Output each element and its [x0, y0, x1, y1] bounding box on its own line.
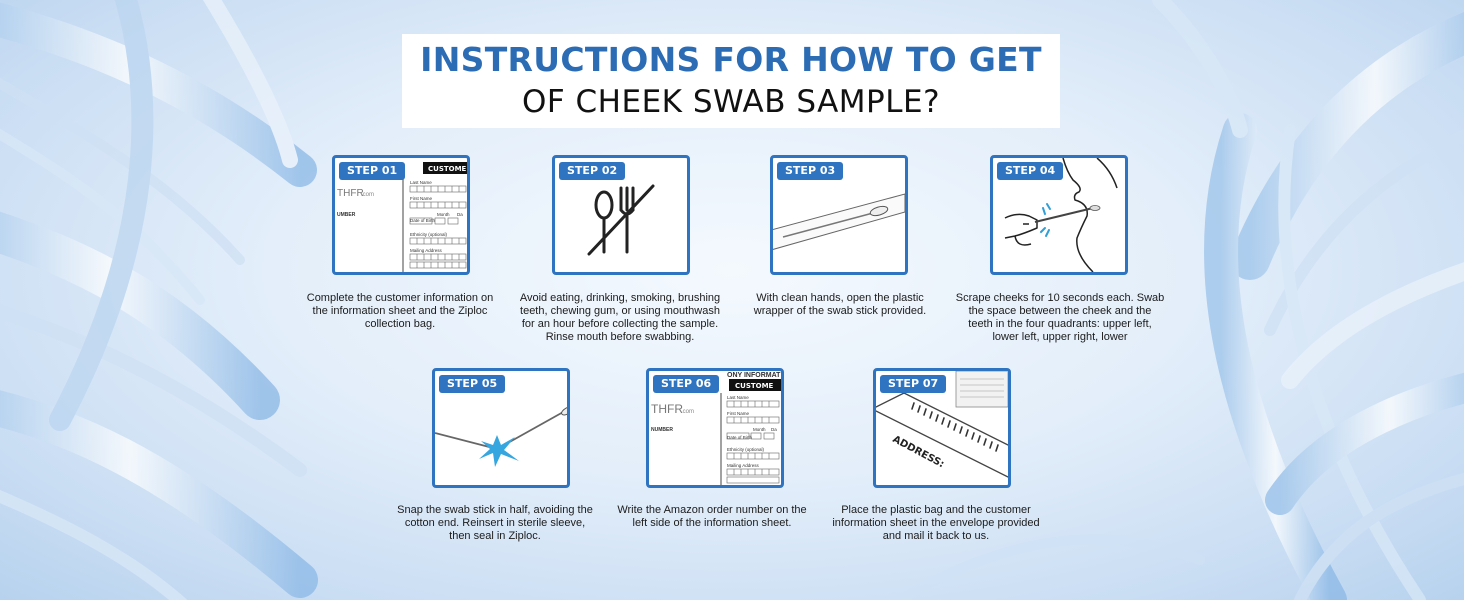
form-field-label: Ethnicity (optional): [410, 232, 448, 237]
page-title: INSTRUCTIONS FOR HOW TO GET: [420, 40, 1042, 79]
form-brand-sub: .com: [681, 409, 695, 415]
step-badge: STEP 02: [559, 162, 625, 180]
page-subtitle: OF CHEEK SWAB SAMPLE?: [521, 84, 941, 120]
form-field-label: Da: [457, 212, 463, 217]
step-badge: STEP 03: [777, 162, 843, 180]
step-03-description: With clean hands, open the plastic wrapper of the swab stick provided.: [753, 292, 927, 317]
step-badge: STEP 05: [439, 375, 505, 393]
step-06-description: Write the Amazon order number on the left side of the information sheet.: [617, 504, 807, 529]
step-01-description: Complete the customer information on the information sheet and the Ziploc collection bag.: [306, 292, 494, 330]
form-field-label: Date of Birth: [410, 218, 436, 223]
step-02-description: Avoid eating, drinking, smoking, brushing teeth, chewing gum, or using mouthwash for an hour before collecting the sample. Rinse mouth before swabbing.: [519, 292, 721, 343]
step-05-description: Snap the swab stick in half, avoiding the cotton end. Reinsert in sterile sleeve, then seal in Ziploc.: [397, 504, 593, 542]
step-04-card: [990, 155, 1128, 275]
envelope-address-label: ADDRESS:: [890, 433, 946, 471]
form-brand: THFR: [337, 188, 364, 199]
step-07-description: Place the plastic bag and the customer information sheet in the envelope provided and mail it back to us.: [832, 504, 1040, 542]
form-number-label: UMBER: [337, 212, 356, 218]
form-brand-sub: .com: [361, 192, 375, 198]
form-field-label: Date of Birth: [727, 435, 753, 440]
form-brand: THFR: [651, 402, 683, 416]
form-field-label: Da: [771, 427, 777, 432]
title-banner: [402, 34, 1060, 128]
form-field-label: Month: [753, 427, 766, 432]
step-06-card: [646, 368, 784, 488]
step-01-card: [332, 155, 470, 275]
step-07-card: [873, 368, 1011, 488]
step-04-description: Scrape cheeks for 10 seconds each. Swab the space between the cheek and the teeth in the four quadrants: upper left, lower left, upper right, lower: [955, 292, 1165, 343]
step-badge: STEP 04: [997, 162, 1063, 180]
form-field-label: Last Name: [410, 180, 432, 185]
step-03-card: [770, 155, 908, 275]
form-field-label: First Name: [727, 411, 750, 416]
form-header-text: CUSTOME: [428, 165, 467, 173]
step-02-card: [552, 155, 690, 275]
form-field-label: Mailing Address: [727, 463, 759, 468]
step-badge: STEP 06: [653, 375, 719, 393]
step-05-card: [432, 368, 570, 488]
form-number-label: NUMBER: [651, 427, 673, 433]
form-field-label: First Name: [410, 196, 433, 201]
form-top-text: ONY INFORMAT: [727, 372, 781, 379]
form-field-label: Ethnicity (optional): [727, 447, 765, 452]
form-field-label: Mailing Address: [410, 248, 442, 253]
form-field-label: Month: [437, 212, 450, 217]
step-badge: STEP 07: [880, 375, 946, 393]
step-badge: STEP 01: [339, 162, 405, 180]
form-header-text: CUSTOME: [735, 382, 774, 390]
form-field-label: Last Name: [727, 395, 749, 400]
